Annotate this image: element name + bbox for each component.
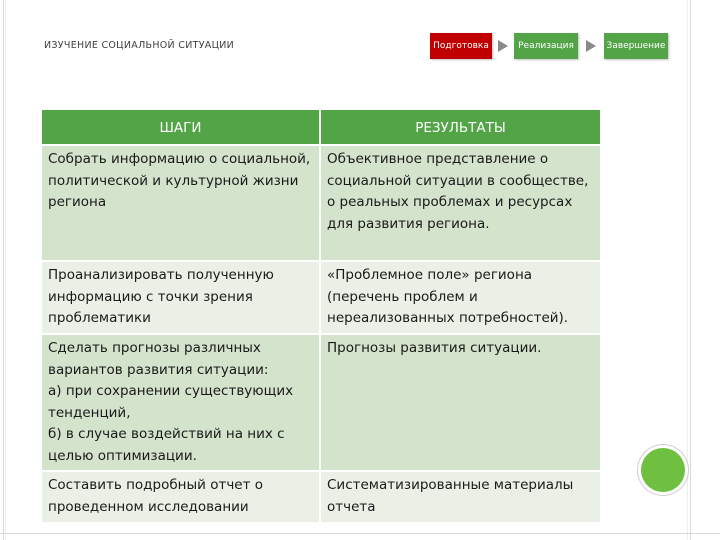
slide-title: ИЗУЧЕНИЕ СОЦИАЛЬНОЙ СИТУАЦИИ [44, 40, 235, 51]
result-cell: Систематизированные материалы отчета [321, 472, 600, 524]
process-step-implementation[interactable]: Реализация [514, 33, 578, 59]
result-cell: Объективное представление о социальной ситуации в сообществе, о реальных проблемах и ресурсах для развития региона. [321, 146, 600, 262]
header-results: РЕЗУЛЬТАТЫ [321, 110, 600, 146]
right-border-line-inner [687, 0, 688, 540]
step-cell: Составить подробный отчет о проведенном исследовании [42, 472, 321, 524]
bottom-border-line [0, 533, 720, 534]
step-cell: Сделать прогнозы различных вариантов развития ситуации: а) при сохранении существующих тенденций, б) в случае воздействий на них с целью оптимизации. [42, 335, 321, 472]
result-cell: Прогнозы развития ситуации. [321, 335, 600, 472]
arrow-right-icon [498, 40, 508, 52]
result-cell: «Проблемное поле» региона (перечень проблем и нереализованных потребностей). [321, 262, 600, 335]
step-cell: Проанализировать полученную информацию с точки зрения проблематики [42, 262, 321, 335]
process-step-completion[interactable]: Завершение [604, 33, 668, 59]
process-step-preparation[interactable]: Подготовка [430, 33, 492, 59]
steps-results-table [42, 110, 600, 524]
table-row [42, 262, 600, 335]
header-steps: ШАГИ [42, 110, 321, 146]
decorative-circle [641, 448, 685, 492]
step-cell: Собрать информацию о социальной, политической и культурной жизни региона [42, 146, 321, 262]
table-row [42, 472, 600, 524]
table-row [42, 335, 600, 472]
left-border-line [3, 0, 4, 540]
right-border-line [690, 0, 691, 540]
table-header-row [42, 110, 600, 146]
arrow-right-icon [586, 40, 596, 52]
left-border-line-inner [5, 0, 6, 540]
table-row [42, 146, 600, 262]
